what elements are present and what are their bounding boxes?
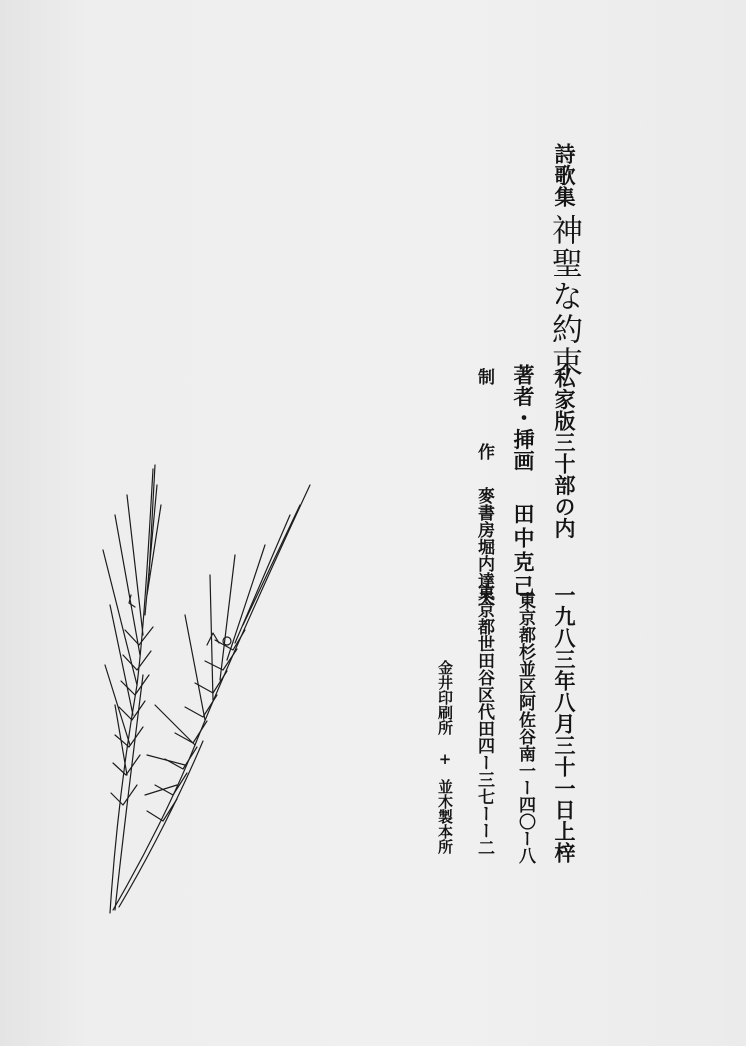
separator-plus: + <box>436 750 454 768</box>
production-label-first: 制 <box>474 368 494 385</box>
printer-name: 金井印刷所 <box>436 660 454 735</box>
author-address: 東京都杉並区阿佐谷南一ー四〇ー八 <box>515 592 535 864</box>
author-label: 著者・挿画 <box>511 364 536 472</box>
wheat-ears-sketch-icon <box>85 455 325 925</box>
publication-date: 一九八三年八月三十一日上梓 <box>552 584 577 864</box>
production-label-second: 作 <box>474 443 494 460</box>
genre-label: 詩歌集 <box>552 143 577 208</box>
edition-note: 私家版三十部の内 <box>552 367 577 539</box>
author-name: 田中克己 <box>511 503 536 599</box>
binder-name: 並木製本所 <box>436 779 454 854</box>
producer-name: 麥書房堀内達夫 <box>474 487 494 606</box>
book-title: 神聖な約束 <box>546 214 582 379</box>
producer-address: 東京都世田谷区代田四ー三七ーー二 <box>474 584 494 856</box>
